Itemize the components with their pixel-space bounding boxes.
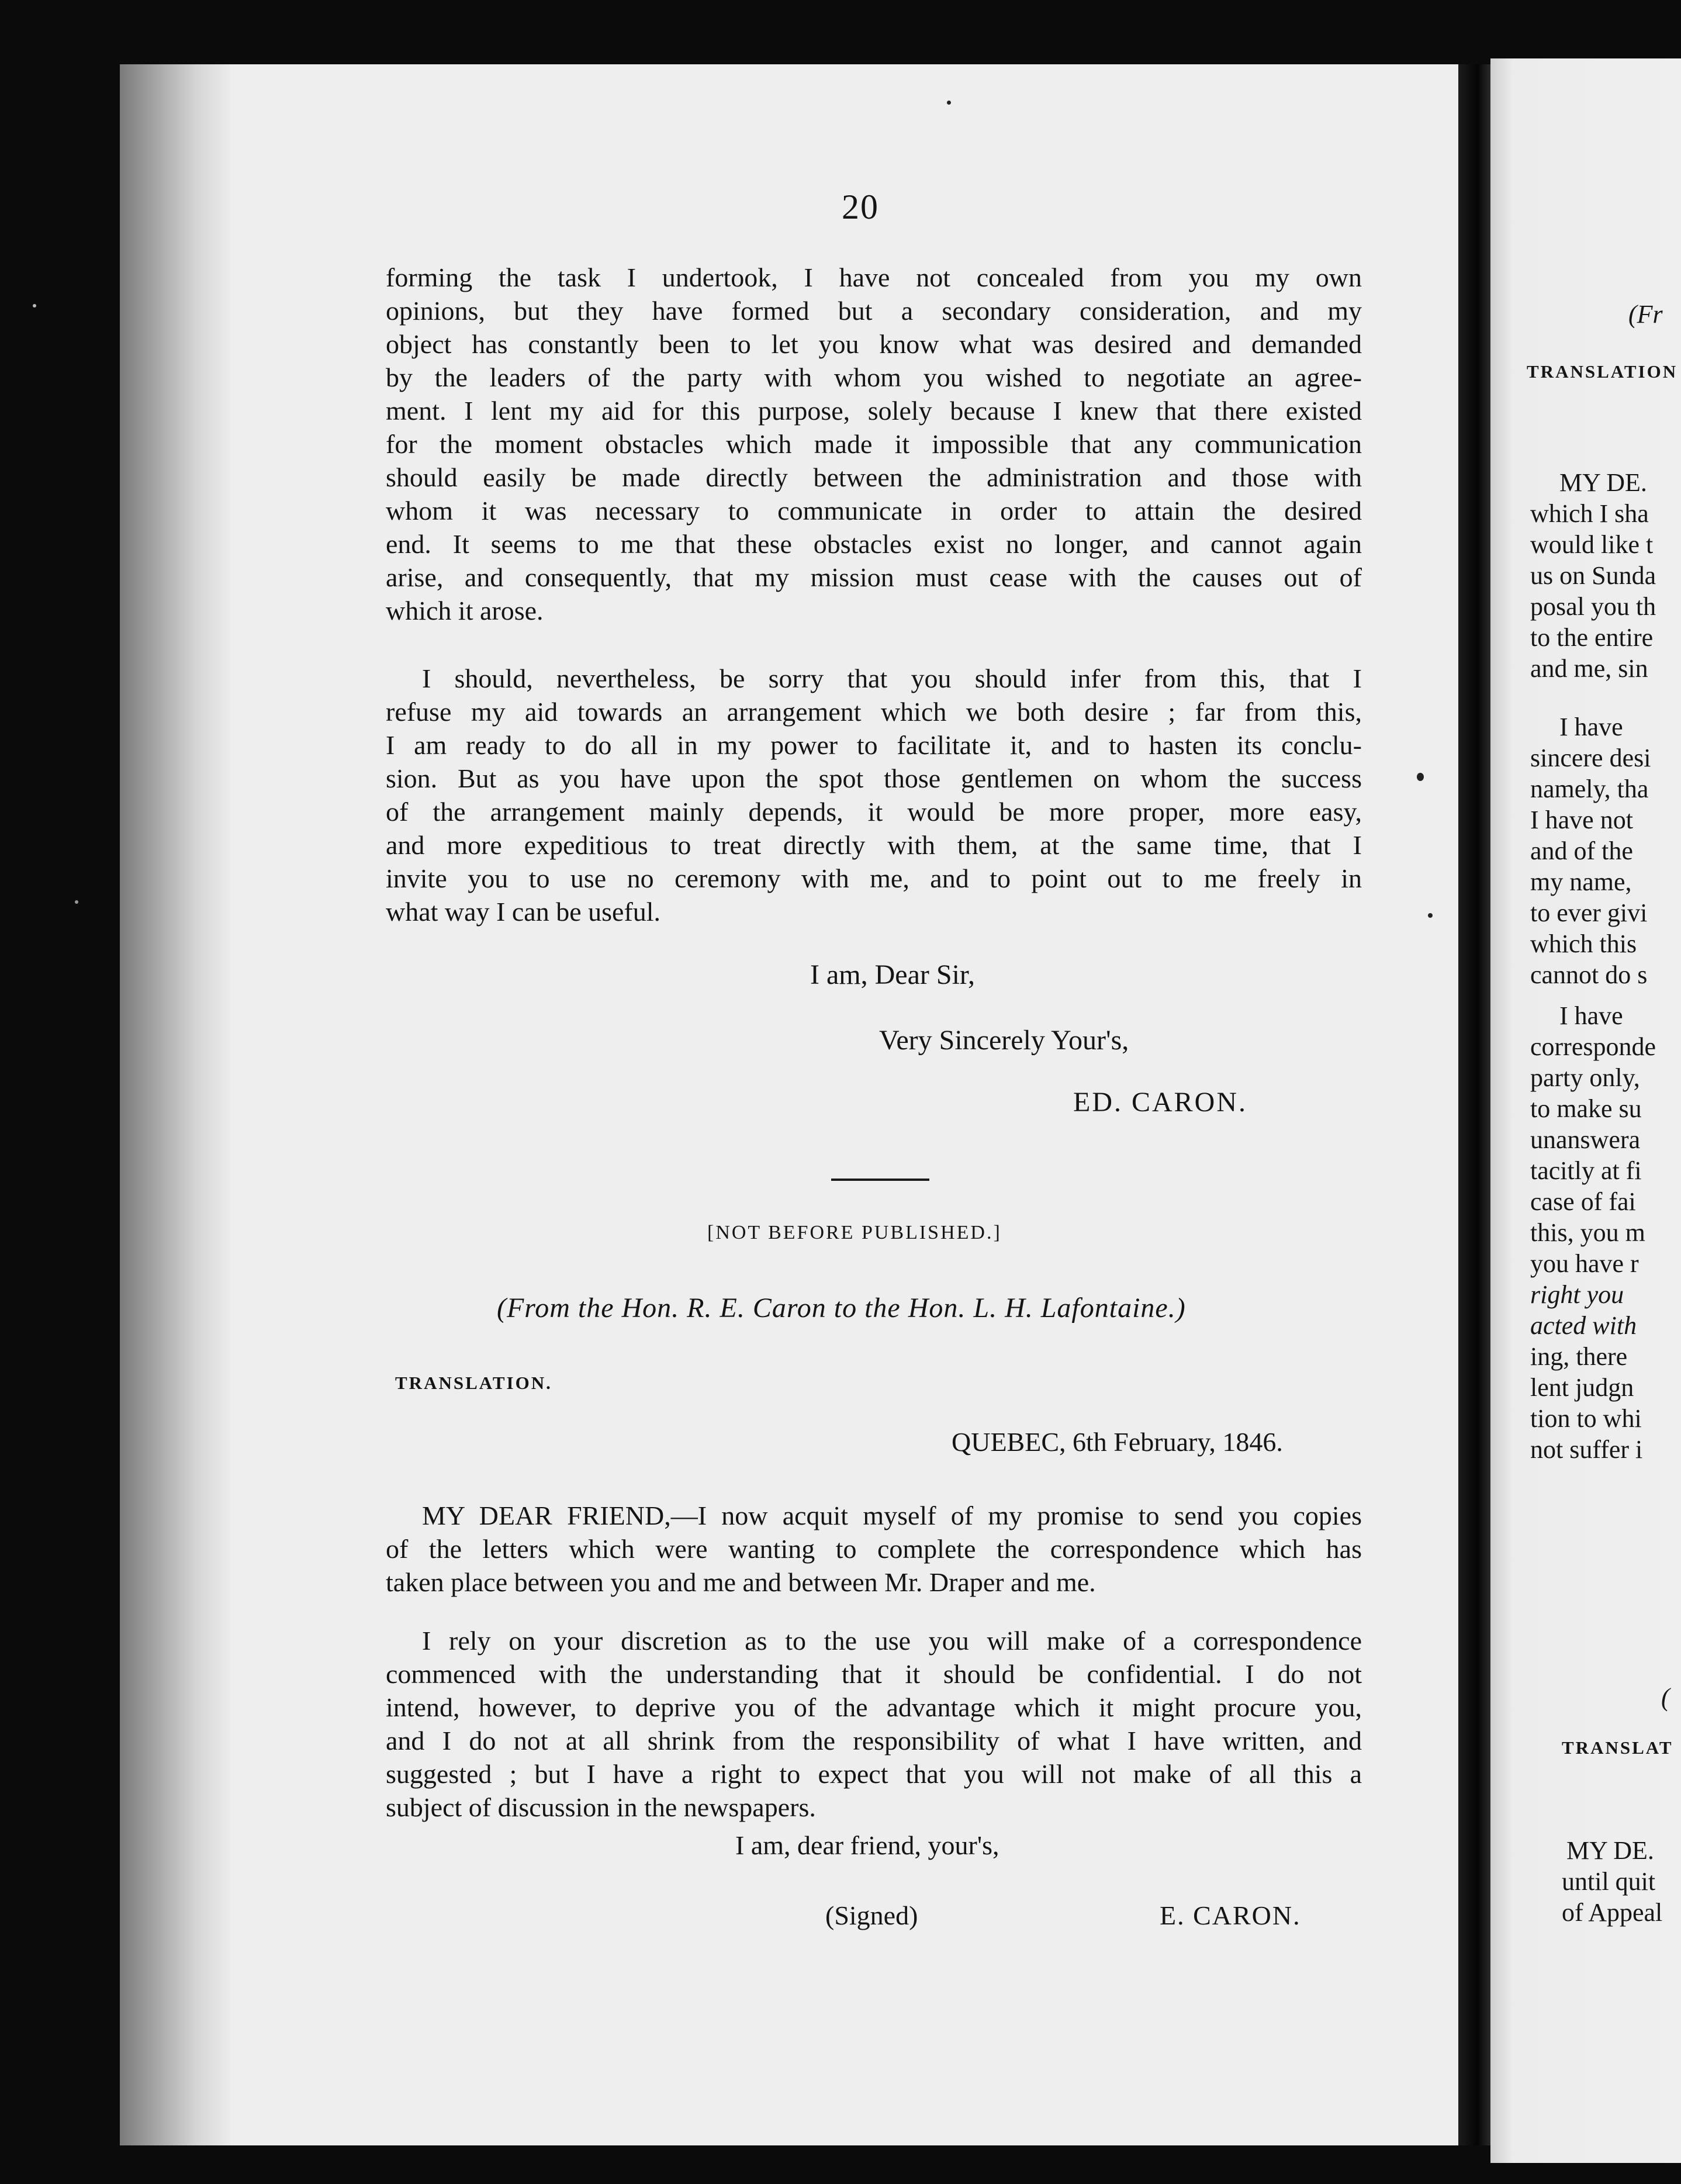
- letter2-signature: E. CARON.: [1160, 1900, 1301, 1930]
- right-page-fragment: to make su: [1530, 1094, 1642, 1123]
- right-page-fragment: this, you m: [1530, 1218, 1645, 1247]
- letter1-paragraph2: [386, 662, 1362, 928]
- text-line: ment. I lent my aid for this purpose, solely because I knew that there existed: [386, 396, 1362, 426]
- text-line: commenced with the understanding that it should be confidential. I do not: [386, 1659, 1362, 1689]
- right-page-fragment: TRANSLAT: [1562, 1737, 1673, 1758]
- right-page-fragment: which I sha: [1530, 499, 1649, 528]
- right-page-fragment: lent judgn: [1530, 1373, 1634, 1402]
- text-line: taken place between you and me and between Mr. Draper and me.: [386, 1567, 1096, 1597]
- ink-speck: [1417, 773, 1424, 781]
- right-page-fragment: MY DE.: [1566, 1836, 1654, 1865]
- dust-speck: [75, 900, 78, 904]
- right-page-fragment: us on Sunda: [1530, 561, 1656, 590]
- letter2-paragraph1: [386, 1499, 1362, 1599]
- page-number: 20: [842, 188, 879, 226]
- letter2-closing: I am, dear friend, your's,: [735, 1830, 999, 1860]
- right-page-fragment: case of fai: [1530, 1187, 1636, 1216]
- right-page-fragment: I have not: [1530, 806, 1633, 834]
- right-page-fragment: my name,: [1530, 868, 1632, 896]
- text-line: opinions, but they have formed but a secondary consideration, and my: [386, 296, 1362, 326]
- right-page-fragment: tacitly at fi: [1530, 1156, 1642, 1185]
- translation-tag: TRANSLATION.: [395, 1373, 552, 1393]
- text-line: sion. But as you have upon the spot those gentlemen on whom the success: [386, 763, 1362, 793]
- text-line: and more expeditious to treat directly with them, at the same time, that I: [386, 830, 1362, 860]
- text-line: suggested ; but I have a right to expect that you will not make of all this a: [386, 1759, 1362, 1789]
- not-published-notice: [NOT BEFORE PUBLISHED.]: [707, 1222, 1002, 1243]
- right-page-fragment: and of the: [1530, 837, 1633, 865]
- right-page-fragment: until quit: [1562, 1867, 1656, 1896]
- text-line: intend, however, to deprive you of the advantage which it might procure you,: [386, 1692, 1362, 1722]
- letter1-paragraph1: [386, 261, 1362, 627]
- right-page-fragment: sincere desi: [1530, 744, 1651, 772]
- right-page-fragment: you have r: [1530, 1249, 1639, 1278]
- text-line: should easily be made directly between the administration and those with: [386, 462, 1362, 492]
- text-line: I should, nevertheless, be sorry that you should infer from this, that I: [422, 664, 1362, 693]
- right-page-fragment: TRANSLATION: [1527, 361, 1678, 382]
- right-page-fragment: (Fr: [1628, 300, 1663, 329]
- letter2-from-line: (From the Hon. R. E. Caron to the Hon. L. H. Lafontaine.): [497, 1293, 1186, 1323]
- right-page-fragment: tion to whi: [1530, 1404, 1642, 1433]
- right-page-fragment: cannot do s: [1530, 960, 1648, 989]
- text-line: object has constantly been to let you know what was desired and demanded: [386, 329, 1362, 359]
- right-page-fragment: of Appeal: [1562, 1898, 1663, 1927]
- letter2-dateline: QUEBEC, 6th February, 1846.: [952, 1427, 1283, 1457]
- right-page-fragment: party only,: [1530, 1063, 1640, 1092]
- ink-speck: [1428, 913, 1433, 918]
- letter1-closing: I am, Dear Sir,: [810, 959, 975, 990]
- right-page-fragment: ing, there: [1530, 1342, 1628, 1371]
- text-line: what way I can be useful.: [386, 897, 661, 927]
- right-page-fragment: acted with: [1530, 1311, 1637, 1340]
- letter1-signature: ED. CARON.: [1073, 1087, 1248, 1118]
- letter1-valediction: Very Sincerely Your's,: [879, 1025, 1129, 1056]
- text-line: subject of discussion in the newspapers.: [386, 1792, 816, 1822]
- text-line: MY DEAR FRIEND,—I now acquit myself of my promise to send you copies: [422, 1501, 1362, 1530]
- text-line: invite you to use no ceremony with me, and to point out to me freely in: [386, 863, 1362, 893]
- right-page-fragment: to the entire: [1530, 623, 1654, 652]
- right-page-fragment: would like t: [1530, 530, 1654, 559]
- ink-speck: [947, 101, 951, 105]
- right-page-fragment: right you: [1530, 1280, 1624, 1309]
- right-page-fragment: posal you th: [1530, 592, 1656, 621]
- right-page-fragment: MY DE.: [1559, 468, 1647, 497]
- letter2-signed-label: (Signed): [825, 1900, 918, 1930]
- text-line: of the letters which were wanting to complete the correspondence which has: [386, 1534, 1362, 1564]
- text-line: by the leaders of the party with whom you wished to negotiate an agree-: [386, 362, 1362, 392]
- text-line: and I do not at all shrink from the responsibility of what I have written, and: [386, 1726, 1362, 1756]
- right-page-fragment: namely, tha: [1530, 775, 1649, 803]
- right-page-fragment: not suffer i: [1530, 1435, 1643, 1464]
- right-page-fragment: which this: [1530, 929, 1637, 958]
- text-line: I rely on your discretion as to the use you will make of a correspondence: [422, 1626, 1362, 1656]
- text-line: end. It seems to me that these obstacles exist no longer, and cannot again: [386, 529, 1362, 559]
- section-divider: [831, 1179, 929, 1181]
- right-page-fragment: I have: [1559, 1001, 1623, 1030]
- right-page-fragment: I have: [1559, 713, 1623, 741]
- text-line: of the arrangement mainly depends, it would be more proper, more easy,: [386, 797, 1362, 827]
- right-page-fragment: (: [1661, 1683, 1670, 1712]
- text-line: which it arose.: [386, 596, 544, 626]
- text-line: forming the task I undertook, I have not concealed from you my own: [386, 262, 1362, 292]
- right-page-fragment: and me, sin: [1530, 654, 1648, 683]
- text-line: for the moment obstacles which made it impossible that any communication: [386, 429, 1362, 459]
- text-line: arise, and consequently, that my mission must cease with the causes out of: [386, 562, 1362, 592]
- right-page-fragment: corresponde: [1530, 1032, 1656, 1061]
- text-line: whom it was necessary to communicate in order to attain the desired: [386, 496, 1362, 526]
- dust-speck: [33, 304, 36, 307]
- text-line: refuse my aid towards an arrangement which we both desire ; far from this,: [386, 697, 1362, 727]
- letter2-paragraph2: [386, 1624, 1362, 1824]
- right-page-fragment: to ever givi: [1530, 899, 1648, 927]
- text-line: I am ready to do all in my power to facilitate it, and to hasten its conclu-: [386, 730, 1362, 760]
- right-page-fragment: unanswera: [1530, 1125, 1641, 1154]
